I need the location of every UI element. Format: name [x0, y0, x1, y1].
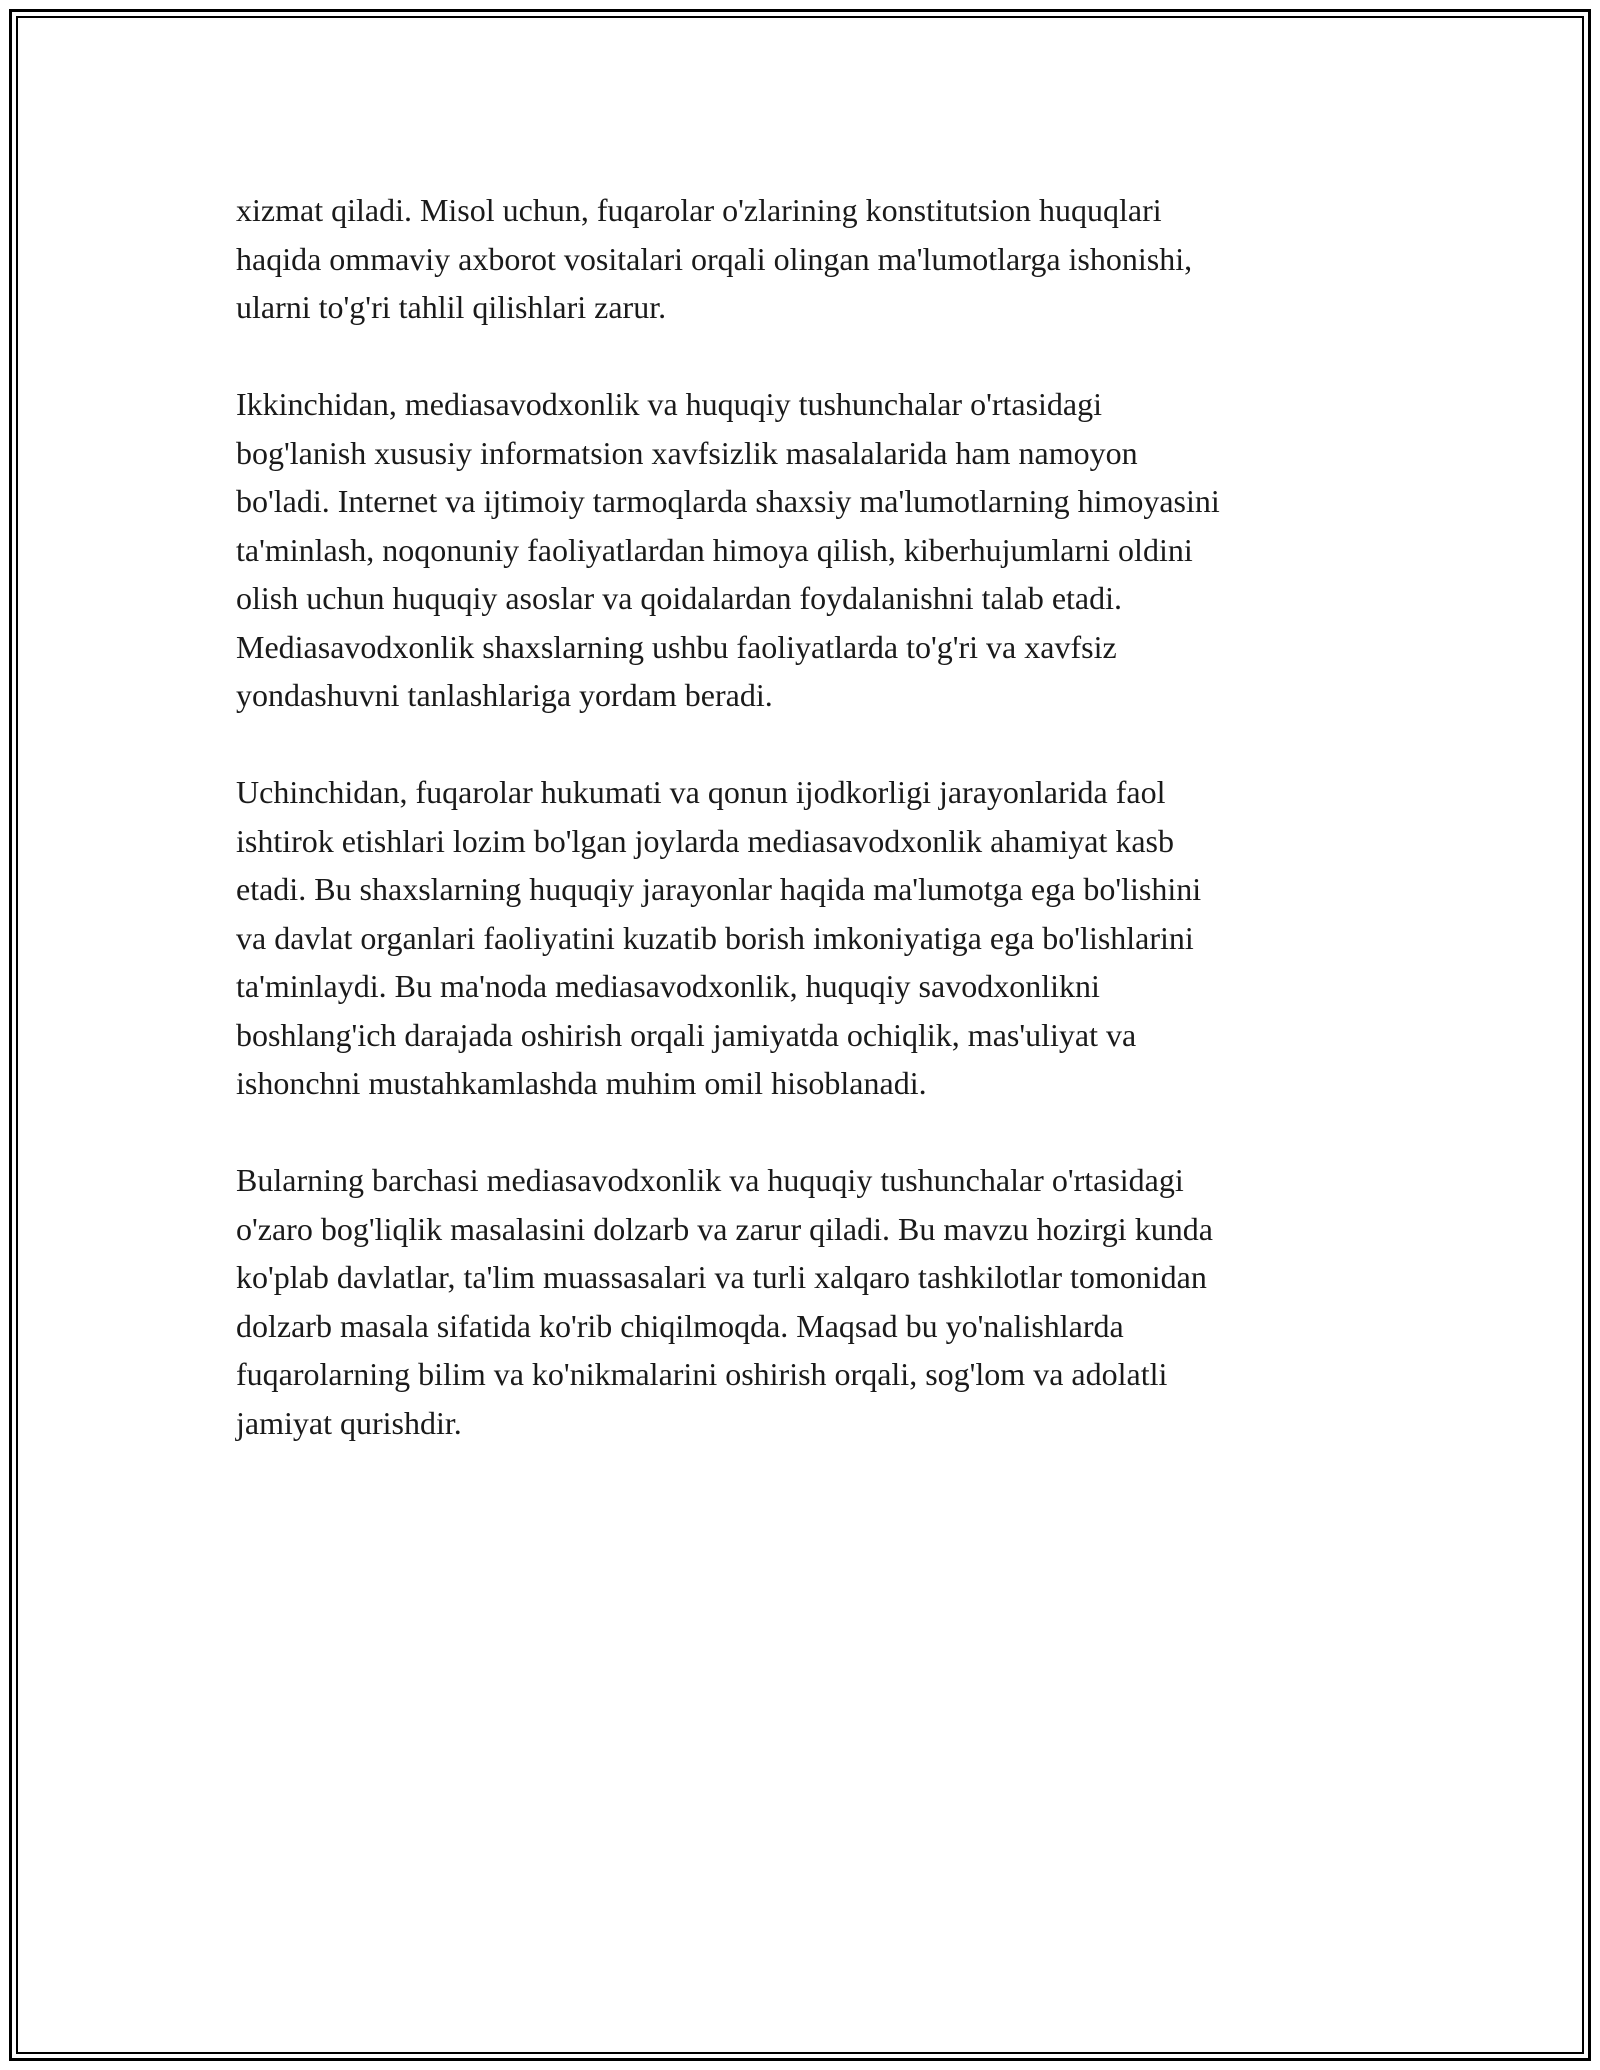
text-line: o'zaro bog'liqlik masalasini dolzarb va zarur qiladi. Bu mavzu hozirgi kunda — [236, 1210, 1213, 1247]
text-line: ta'minlaydi. Bu ma'noda mediasavodxonlik, huquqiy savodxonlikni — [236, 968, 1100, 1004]
paragraph-2 — [236, 380, 1386, 720]
text-line: Uchinchidan, fuqarolar hukumati va qonun ijodkorligi jarayonlarida faol — [236, 774, 1166, 810]
paragraph-1 — [236, 186, 1386, 332]
text-line: bo'ladi. Internet va ijtimoiy tarmoqlarda shaxsiy ma'lumotlarning himoyasini — [236, 483, 1220, 519]
text-line: ishtirok etishlari lozim bo'lgan joylarda mediasavodxonlik ahamiyat kasb — [236, 822, 1174, 859]
text-line: Mediasavodxonlik shaxslarning ushbu faoliyatlarda to'g'ri va xavfsiz — [236, 628, 1117, 665]
text-line: dolzarb masala sifatida ko'rib chiqilmoqda. Maqsad bu yo'nalishlarda — [236, 1307, 1124, 1344]
text-line: ta'minlash, noqonuniy faoliyatlardan himoya qilish, kiberhujumlarni oldini — [236, 531, 1193, 568]
text-line: fuqarolarning bilim va ko'nikmalarini oshirish orqali, sog'lom va adolatli — [236, 1356, 1168, 1392]
text-line: yondashuvni tanlashlariga yordam beradi. — [236, 677, 773, 713]
text-line: bog'lanish xususiy informatsion xavfsizlik masalalarida ham namoyon — [236, 434, 1138, 471]
text-line: jamiyat qurishdir. — [236, 1404, 462, 1441]
text-line: va davlat organlari faoliyatini kuzatib borish imkoniyatiga ega bo'lishlarini — [236, 919, 1194, 956]
text-line: ularni to'g'ri tahlil qilishlari zarur. — [236, 289, 667, 325]
text-line: Bularning barchasi mediasavodxonlik va huquqiy tushunchalar o'rtasidagi — [236, 1162, 1184, 1198]
text-line: Ikkinchidan, mediasavodxonlik va huquqiy tushunchalar o'rtasidagi — [236, 386, 1103, 422]
paragraph-3 — [236, 768, 1386, 1108]
text-line: olish uchun huquqiy asoslar va qoidalardan foydalanishni talab etadi. — [236, 580, 1122, 616]
text-line: xizmat qiladi. Misol uchun, fuqarolar o'zlarining konstitutsion huquqlari — [236, 192, 1162, 228]
document-body — [236, 186, 1386, 1496]
text-line: boshlang'ich darajada oshirish orqali jamiyatda ochiqlik, mas'uliyat va — [236, 1016, 1137, 1053]
text-line: etadi. Bu shaxslarning huquqiy jarayonlar haqida ma'lumotga ega bo'lishini — [236, 871, 1202, 907]
text-line: ishonchni mustahkamlashda muhim omil hisoblanadi. — [236, 1065, 927, 1101]
text-line: haqida ommaviy axborot vositalari orqali olingan ma'lumotlarga ishonishi, — [236, 240, 1193, 277]
paragraph-4 — [236, 1156, 1386, 1447]
text-line: ko'plab davlatlar, ta'lim muassasalari va turli xalqaro tashkilotlar tomonidan — [236, 1259, 1207, 1295]
